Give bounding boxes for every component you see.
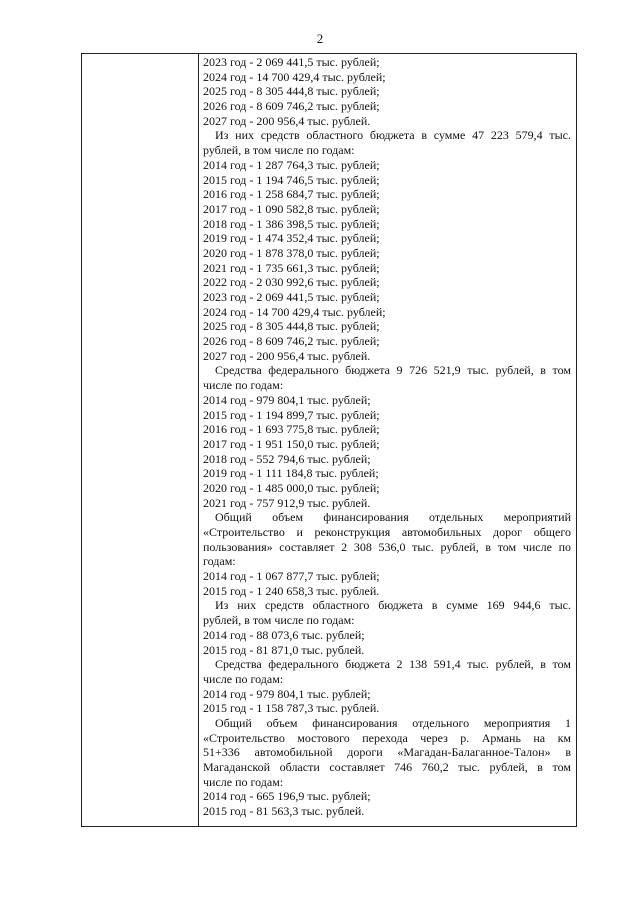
financing-table <box>81 53 577 827</box>
text-line: рублей, в том числе по годам: <box>203 143 355 158</box>
text-line: 2019 год - 1 474 352,4 тыс. рублей; <box>203 231 380 246</box>
text-line: 2014 год - 665 196,9 тыс. рублей; <box>203 789 371 804</box>
text-line: 2015 год - 81 563,3 тыс. рублей. <box>203 804 365 819</box>
text-line: Магаданской области составляет 746 760,2 тыс. рублей, в том <box>203 760 571 774</box>
text-line: 2020 год - 1 485 000,0 тыс. рублей; <box>203 480 380 495</box>
text-line: 2015 год - 1 194 746,5 тыс. рублей; <box>203 172 380 187</box>
column-divider <box>198 54 199 826</box>
text-line: 2014 год - 1 067 877,7 тыс. рублей; <box>203 569 380 584</box>
text-line: 2025 год - 8 305 444,8 тыс. рублей; <box>203 84 380 99</box>
text-line: 2024 год - 14 700 429,4 тыс. рублей; <box>203 304 386 319</box>
text-line: 2016 год - 1 693 775,8 тыс. рублей; <box>203 422 380 437</box>
text-line: Общий объем финансирования отдельных мероприятий <box>215 510 571 525</box>
text-line: числе по годам: <box>203 671 284 686</box>
text-line: 2025 год - 8 305 444,8 тыс. рублей; <box>203 319 380 334</box>
text-line: 2015 год - 81 871,0 тыс. рублей. <box>203 642 365 657</box>
text-line: годам: <box>203 554 236 569</box>
text-line: 2026 год - 8 609 746,2 тыс. рублей; <box>203 334 380 349</box>
text-line: числе по годам: <box>203 378 284 393</box>
text-line: 2018 год - 1 386 398,5 тыс. рублей; <box>203 216 380 231</box>
text-line: пользования» составляет 2 308 536,0 тыс. рублей, в том числе по <box>203 539 571 554</box>
financing-text-cell <box>203 55 571 819</box>
text-line: 2014 год - 979 804,1 тыс. рублей; <box>203 686 371 701</box>
text-line: Из них средств областного бюджета в сумме 169 944,6 тыс. <box>215 598 571 613</box>
text-line: 2021 год - 757 912,9 тыс. рублей. <box>203 495 371 510</box>
text-line: 2015 год - 1 240 658,3 тыс. рублей. <box>203 583 380 598</box>
text-line: 2014 год - 1 287 764,3 тыс. рублей; <box>203 157 380 172</box>
text-line: 2018 год - 552 794,6 тыс. рублей; <box>203 451 371 466</box>
text-line: 2019 год - 1 111 184,8 тыс. рублей; <box>203 466 379 481</box>
text-line: 2027 год - 200 956,4 тыс. рублей. <box>203 113 371 128</box>
text-line: 2022 год - 2 030 992,6 тыс. рублей; <box>203 275 380 290</box>
text-line: 2014 год - 979 804,1 тыс. рублей; <box>203 392 371 407</box>
text-line: 2014 год - 88 073,6 тыс. рублей; <box>203 627 365 642</box>
text-line: Из них средств областного бюджета в сумме 47 223 579,4 тыс. <box>215 128 571 143</box>
text-line: 2021 год - 1 735 661,3 тыс. рублей; <box>203 260 380 275</box>
text-line: 2026 год - 8 609 746,2 тыс. рублей; <box>203 99 380 114</box>
text-line: рублей, в том числе по годам: <box>203 613 355 628</box>
text-line: Средства федерального бюджета 2 138 591,4 тыс. рублей, в том <box>215 657 571 672</box>
text-line: 2017 год - 1 090 582,8 тыс. рублей; <box>203 201 380 216</box>
text-line: Общий объем финансирования отдельного мероприятия 1 <box>215 715 571 730</box>
page-number: 2 <box>316 31 324 46</box>
text-line: 51+336 автомобильной дороги «Магадан-Балаганное-Талон» в <box>203 745 571 760</box>
text-line: 2023 год - 2 069 441,5 тыс. рублей; <box>203 290 380 304</box>
text-line: 2017 год - 1 951 150,0 тыс. рублей; <box>203 436 380 451</box>
text-line: Средства федерального бюджета 9 726 521,9 тыс. рублей, в том <box>215 363 571 378</box>
text-line: 2016 год - 1 258 684,7 тыс. рублей; <box>203 187 380 202</box>
text-line: 2024 год - 14 700 429,4 тыс. рублей; <box>203 69 386 84</box>
text-line: 2015 год - 1 158 787,3 тыс. рублей. <box>203 701 380 716</box>
text-line: 2023 год - 2 069 441,5 тыс. рублей; <box>203 55 380 69</box>
text-line: числе по годам: <box>203 774 284 789</box>
text-line: «Строительство и реконструкция автомобильных дорог общего <box>203 525 571 539</box>
text-line: «Строительство мостового перехода через р. Армань на км <box>203 730 571 745</box>
text-line: 2015 год - 1 194 899,7 тыс. рублей; <box>203 407 380 422</box>
text-line: 2020 год - 1 878 378,0 тыс. рублей; <box>203 245 380 260</box>
text-line: 2027 год - 200 956,4 тыс. рублей. <box>203 348 371 363</box>
